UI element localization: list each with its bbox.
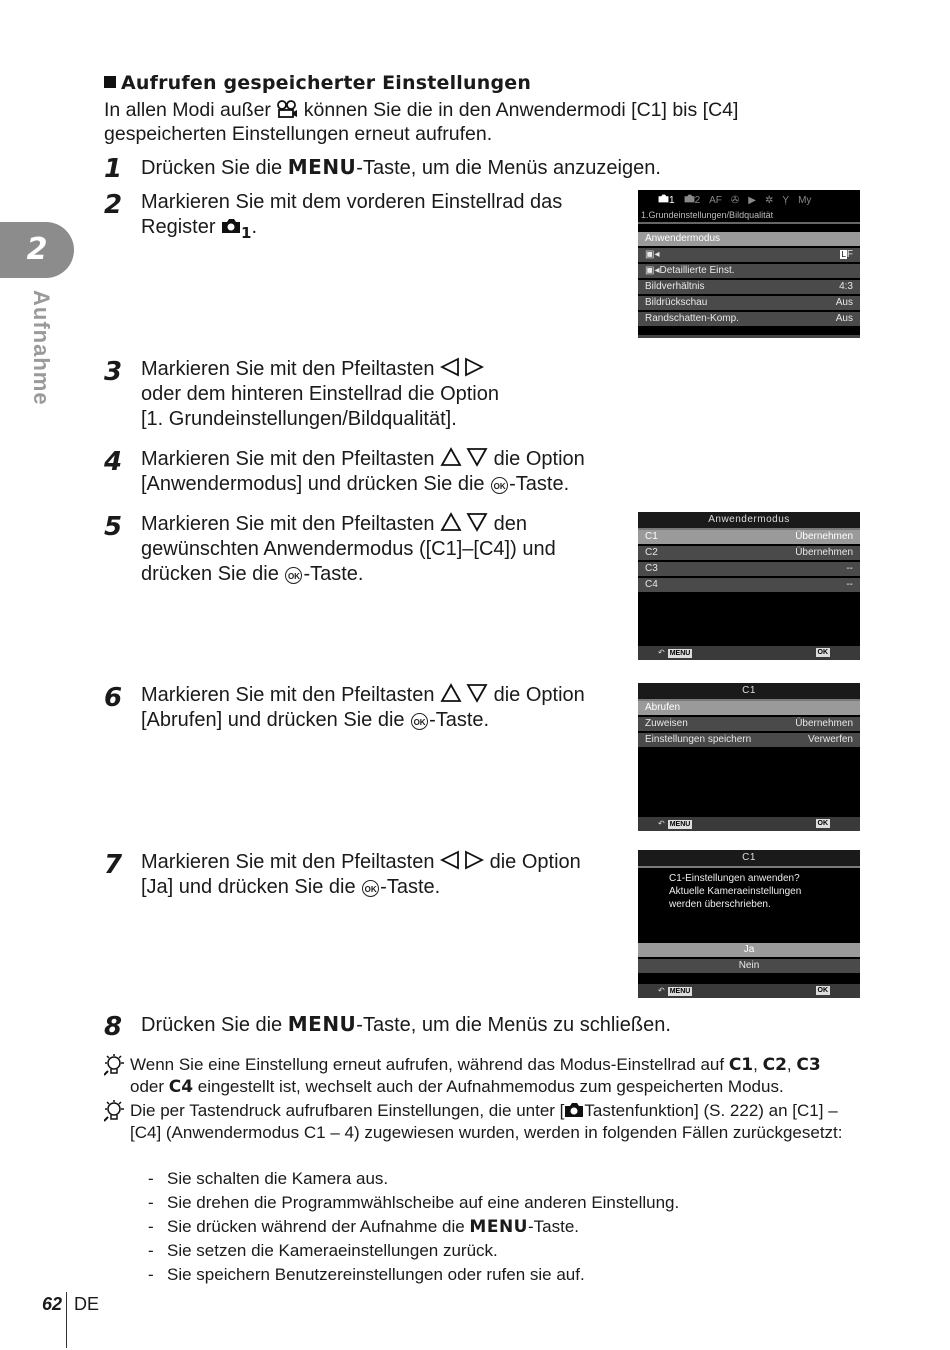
menu-tab-bar bbox=[638, 190, 860, 210]
step-number: 8 bbox=[104, 1012, 123, 1042]
camera-icon bbox=[684, 194, 695, 203]
step-number: 5 bbox=[104, 512, 123, 542]
step-number: 2 bbox=[104, 190, 123, 220]
camera-icon bbox=[564, 1102, 584, 1118]
page-number: 62 bbox=[42, 1294, 63, 1314]
screen-title: C1 bbox=[638, 683, 860, 701]
menu-subtitle: 1.Grundeinstellungen/Bildqualität bbox=[638, 210, 860, 224]
step-2-text: Markieren Sie mit dem vorderen Einstellrad das Register $_1$. bbox=[141, 191, 563, 242]
step-number: 1 bbox=[104, 154, 123, 184]
step-3-text: Markieren Sie mit den Pfeiltasten oder dem hinteren Einstellrad die Option [1. Grundeinstellungen/Bildqualität]. bbox=[141, 358, 499, 430]
reset-conditions-list bbox=[148, 1167, 679, 1287]
dialog-option-no: Nein bbox=[638, 959, 860, 975]
left-right-arrow-icon bbox=[440, 357, 484, 377]
menu-row: Abrufen bbox=[638, 701, 860, 717]
footer-divider bbox=[66, 1292, 67, 1348]
tip-2: Die per Tastendruck aufrufbaren Einstellungen, die unter [ Tastenfunktion] (S. 222) an [C1] – [C4] (Anwendermodus C1 – 4) zugewiesen wurden, werden in folgenden Fällen zurückgesetzt: bbox=[130, 1101, 843, 1142]
up-down-arrow-icon bbox=[440, 512, 488, 532]
tab-shooting-2: 2 bbox=[684, 194, 701, 206]
screen-footer: ↶ MENU OK bbox=[638, 646, 860, 660]
menu-row: Bildrückschau Aus bbox=[638, 296, 860, 312]
camera-menu-screen-2 bbox=[638, 512, 860, 660]
camera-icon bbox=[221, 218, 241, 234]
section-heading: Aufrufen gespeicherter Einstellungen bbox=[104, 72, 531, 94]
dialog-message: werden überschrieben. bbox=[669, 899, 771, 910]
language-code: DE bbox=[74, 1294, 100, 1314]
screen-title: C1 bbox=[638, 850, 860, 868]
wrench-icon: Ỵ bbox=[782, 194, 790, 206]
tab-shooting-1: 1 bbox=[658, 194, 675, 206]
chapter-tab: 2 bbox=[0, 222, 74, 278]
ok-button-icon: OK bbox=[362, 880, 379, 897]
ok-button-icon: OK bbox=[285, 567, 302, 584]
movie-mode-icon bbox=[276, 100, 298, 118]
menu-row: C2 Übernehmen bbox=[638, 546, 860, 562]
menu-row: Zuweisen Übernehmen bbox=[638, 717, 860, 733]
tab-af: AF bbox=[709, 194, 722, 206]
list-item: - Sie drücken während der Aufnahme die MENU-Taste. bbox=[148, 1217, 580, 1237]
step-number: 4 bbox=[104, 447, 123, 477]
list-item: - Sie speichern Benutzereinstellungen oder rufen sie auf. bbox=[148, 1265, 585, 1284]
up-down-arrow-icon bbox=[440, 447, 488, 467]
menu-row: Anwendermodus bbox=[638, 232, 860, 248]
camera-icon bbox=[658, 194, 669, 203]
camera-detail-icon: ▣◂ bbox=[645, 265, 660, 276]
menu-row: Bildverhältnis 4:3 bbox=[638, 280, 860, 296]
step-1-text: Drücken Sie die MENU-Taste, um die Menüs anzuzeigen. bbox=[141, 155, 661, 179]
movie-tab-icon: ✇ bbox=[730, 194, 740, 206]
camera-menu-screen-3 bbox=[638, 683, 860, 831]
list-item: - Sie drehen die Programmwählscheibe auf eine anderen Einstellung. bbox=[148, 1193, 680, 1212]
step-8-text: Drücken Sie die MENU-Taste, um die Menüs zu schließen. bbox=[141, 1012, 671, 1036]
camera-menu-screen-1 bbox=[638, 190, 860, 338]
step-7-text: Markieren Sie mit den Pfeiltasten die Option [Ja] und drücken Sie die OK -Taste. bbox=[141, 851, 581, 898]
menu-row: C4 -- bbox=[638, 578, 860, 594]
screen-footer: ↶ MENU OK bbox=[638, 984, 860, 998]
camera-menu-screen-4 bbox=[638, 850, 860, 998]
menu-row: ▣◂Detaillierte Einst. bbox=[638, 264, 860, 280]
chapter-label: Aufnahme bbox=[29, 290, 54, 406]
dialog-option-yes: Ja bbox=[638, 943, 860, 959]
menu-row: ▣◂ LF bbox=[638, 248, 860, 264]
menu-row: Einstellungen speichern Verwerfen bbox=[638, 733, 860, 749]
list-item: - Sie setzen die Kameraeinstellungen zurück. bbox=[148, 1241, 498, 1260]
gear-icon: ✲ bbox=[765, 194, 774, 206]
ok-button-icon: OK bbox=[411, 713, 428, 730]
ok-button-icon: OK bbox=[491, 477, 508, 494]
tip-1: Wenn Sie eine Einstellung erneut aufrufen, während das Modus-Einstellrad auf C1, C2, C3 oder C4 eingestellt ist, wechselt auch der Aufnahmemodus zum gespeicherten Modus. bbox=[130, 1055, 821, 1097]
step-number: 6 bbox=[104, 683, 123, 713]
square-bullet-icon bbox=[104, 76, 116, 88]
back-arrow-icon: ↶ bbox=[658, 648, 665, 657]
back-arrow-icon: ↶ bbox=[658, 819, 665, 828]
back-arrow-icon: ↶ bbox=[658, 986, 665, 995]
camera-quality-icon: ▣◂ bbox=[645, 249, 660, 260]
menu-row: Randschatten-Komp. Aus bbox=[638, 312, 860, 328]
screen-title: Anwendermodus bbox=[638, 512, 860, 530]
step-6-text: Markieren Sie mit den Pfeiltasten die Option [Abrufen] und drücken Sie die OK -Taste. bbox=[141, 684, 585, 731]
list-item: - Sie schalten die Kamera aus. bbox=[148, 1169, 389, 1188]
dialog-message: Aktuelle Kameraeinstellungen bbox=[669, 886, 802, 897]
tip-icon bbox=[104, 1053, 126, 1077]
tab-my: My bbox=[798, 194, 812, 206]
intro-text: In allen Modi außer können Sie die in den Anwendermodi [C1] bis [C4] gespeicherten Einstellungen erneut aufrufen. bbox=[104, 99, 739, 145]
menu-row: C1 Übernehmen bbox=[638, 530, 860, 546]
screen-footer: ↶ MENU OK bbox=[638, 817, 860, 831]
step-5-text: Markieren Sie mit den Pfeiltasten den gewünschten Anwendermodus ([C1]–[C4]) und drücken Sie die OK -Taste. bbox=[141, 513, 556, 585]
left-right-arrow-icon bbox=[440, 850, 484, 870]
playback-tab-icon: ▶ bbox=[748, 194, 756, 206]
dialog-message: C1-Einstellungen anwenden? bbox=[669, 873, 800, 884]
tip-icon bbox=[104, 1099, 126, 1123]
menu-row: C3 -- bbox=[638, 562, 860, 578]
step-4-text: Markieren Sie mit den Pfeiltasten die Option [Anwendermodus] und drücken Sie die OK -Taste. bbox=[141, 448, 585, 495]
up-down-arrow-icon bbox=[440, 683, 488, 703]
step-number: 7 bbox=[104, 850, 123, 880]
step-number: 3 bbox=[104, 357, 123, 387]
